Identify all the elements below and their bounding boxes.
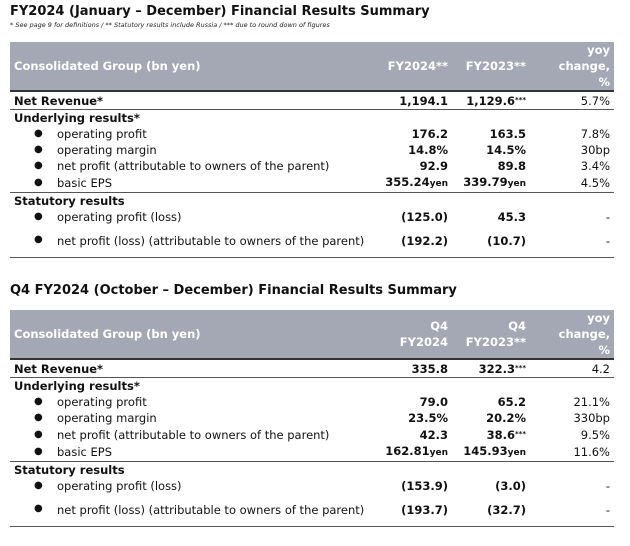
q4-section-title: Q4 FY2024 (October – December) Financial Results Summary bbox=[10, 283, 457, 298]
value-cell: 14.5% bbox=[486, 143, 526, 157]
value-cell: 65.2 bbox=[497, 395, 526, 409]
value-cell: (32.7) bbox=[452, 494, 530, 527]
row-label: ● net profit (loss) (attributable to owners of the parent) bbox=[10, 494, 370, 527]
header-yoy bbox=[530, 42, 614, 91]
table-row bbox=[10, 193, 614, 210]
bullet-icon: ● bbox=[34, 412, 43, 423]
table-row bbox=[10, 478, 614, 494]
header-yoy-line2: % bbox=[598, 75, 610, 89]
value-cell: 339.79yen bbox=[452, 174, 530, 193]
header-yoy: yoy change, % bbox=[530, 310, 614, 359]
bullet-icon: ● bbox=[34, 428, 43, 440]
table-row bbox=[10, 462, 614, 479]
value-cell: 355.24yen bbox=[370, 174, 452, 193]
row-label: ● operating margin bbox=[34, 143, 157, 157]
fy-results-table bbox=[10, 42, 614, 258]
value-cell: 21.1% bbox=[573, 395, 610, 409]
value-cell: - bbox=[605, 479, 610, 493]
bullet-icon: ● bbox=[34, 446, 43, 457]
value-cell: 335.8 bbox=[370, 359, 452, 378]
value-cell: (193.7) bbox=[370, 494, 452, 527]
table-row bbox=[10, 174, 614, 193]
header-label: Consolidated Group (bn yen) bbox=[10, 42, 370, 91]
table-row bbox=[10, 126, 614, 142]
header-fy2023: FY2023** bbox=[452, 42, 530, 91]
header-q4-fy2023: Q4 FY2023** bbox=[452, 310, 530, 359]
value-cell: 330bp bbox=[573, 411, 610, 425]
bullet-icon: ● bbox=[34, 177, 43, 188]
table-row bbox=[10, 394, 614, 410]
table-row bbox=[10, 443, 614, 462]
value-cell: - bbox=[530, 494, 614, 527]
value-cell: 14.8% bbox=[408, 143, 448, 157]
section-label: Underlying results* bbox=[14, 111, 140, 125]
bullet-icon: ● bbox=[34, 503, 43, 514]
bullet-icon: ● bbox=[34, 128, 43, 139]
row-label: ● operating profit (loss) bbox=[34, 479, 182, 493]
value-cell: - bbox=[530, 225, 614, 258]
value-cell: 11.6% bbox=[530, 443, 614, 462]
row-label: ● basic EPS bbox=[10, 174, 370, 193]
value-cell: (10.7) bbox=[452, 225, 530, 258]
row-label: Net Revenue* bbox=[10, 359, 370, 378]
value-cell: 92.9 bbox=[419, 159, 448, 173]
bullet-icon: ● bbox=[34, 234, 43, 245]
row-label: ● operating margin bbox=[34, 411, 157, 425]
table-row bbox=[10, 142, 614, 158]
table-row bbox=[10, 359, 614, 378]
value-cell: 7.8% bbox=[580, 127, 610, 141]
row-label: ● operating profit bbox=[34, 127, 147, 141]
row-label: ● operating profit bbox=[34, 395, 147, 409]
value-cell: 79.0 bbox=[419, 395, 448, 409]
table-row bbox=[10, 91, 614, 110]
table-header-row bbox=[10, 42, 614, 91]
table-row bbox=[10, 225, 614, 258]
table-row bbox=[10, 158, 614, 174]
row-label: ● net profit (attributable to owners of the parent) bbox=[34, 159, 330, 173]
value-cell: 176.2 bbox=[411, 127, 448, 141]
value-cell: 322.3*** bbox=[452, 359, 530, 378]
value-cell: 20.2% bbox=[486, 411, 526, 425]
row-label: ● net profit (attributable to owners of the parent) bbox=[34, 427, 330, 442]
value-cell: 30bp bbox=[580, 143, 610, 157]
value-cell: 23.5% bbox=[408, 411, 448, 425]
value-cell: 163.5 bbox=[489, 127, 526, 141]
header-yoy-line1: yoy change, bbox=[558, 43, 610, 73]
section-label: Underlying results* bbox=[14, 379, 140, 393]
header-label: Consolidated Group (bn yen) bbox=[10, 310, 370, 359]
row-label: ● basic EPS bbox=[10, 443, 370, 462]
table-header-row bbox=[10, 310, 614, 359]
table-row bbox=[10, 410, 614, 426]
row-label: ● operating profit (loss) bbox=[34, 210, 182, 224]
value-cell: (153.9) bbox=[401, 479, 448, 493]
value-cell: - bbox=[605, 210, 610, 224]
q4-results-table bbox=[10, 310, 614, 527]
fy-section-title: FY2024 (January – December) Financial Results Summary bbox=[10, 4, 430, 19]
fy-footnote: * See page 9 for definitions / ** Statutory results include Russia / *** due to round down of figures bbox=[10, 21, 330, 29]
value-cell: 1,129.6*** bbox=[452, 91, 530, 110]
section-label: Statutory results bbox=[14, 194, 125, 208]
value-cell: 5.7% bbox=[530, 91, 614, 110]
header-fy2024: FY2024** bbox=[370, 42, 452, 91]
table-row bbox=[10, 378, 614, 395]
table-row bbox=[10, 209, 614, 225]
bullet-icon: ● bbox=[34, 396, 43, 407]
bullet-icon: ● bbox=[34, 144, 43, 155]
bullet-icon: ● bbox=[34, 160, 43, 171]
value-cell: 1,194.1 bbox=[370, 91, 452, 110]
table-row bbox=[10, 426, 614, 443]
value-cell: 9.5% bbox=[580, 427, 610, 442]
value-cell: 4.5% bbox=[530, 174, 614, 193]
value-cell: (3.0) bbox=[495, 479, 526, 493]
value-cell: 42.3 bbox=[419, 427, 448, 442]
value-cell: 3.4% bbox=[580, 159, 610, 173]
bullet-icon: ● bbox=[34, 480, 43, 491]
row-label: ● net profit (loss) (attributable to owners of the parent) bbox=[10, 225, 370, 258]
bullet-icon: ● bbox=[34, 211, 43, 222]
value-cell: 4.2 bbox=[530, 359, 614, 378]
value-cell: 38.6*** bbox=[486, 428, 526, 442]
value-cell: 162.81yen bbox=[370, 443, 452, 462]
table-row bbox=[10, 110, 614, 127]
value-cell: (125.0) bbox=[401, 210, 448, 224]
row-label: Net Revenue* bbox=[10, 91, 370, 110]
header-q4-fy2024: Q4 FY2024 bbox=[370, 310, 452, 359]
value-cell: 45.3 bbox=[497, 210, 526, 224]
value-cell: (192.2) bbox=[370, 225, 452, 258]
value-cell: 89.8 bbox=[497, 159, 526, 173]
value-cell: 145.93yen bbox=[452, 443, 530, 462]
table-row bbox=[10, 494, 614, 527]
section-label: Statutory results bbox=[14, 463, 125, 477]
